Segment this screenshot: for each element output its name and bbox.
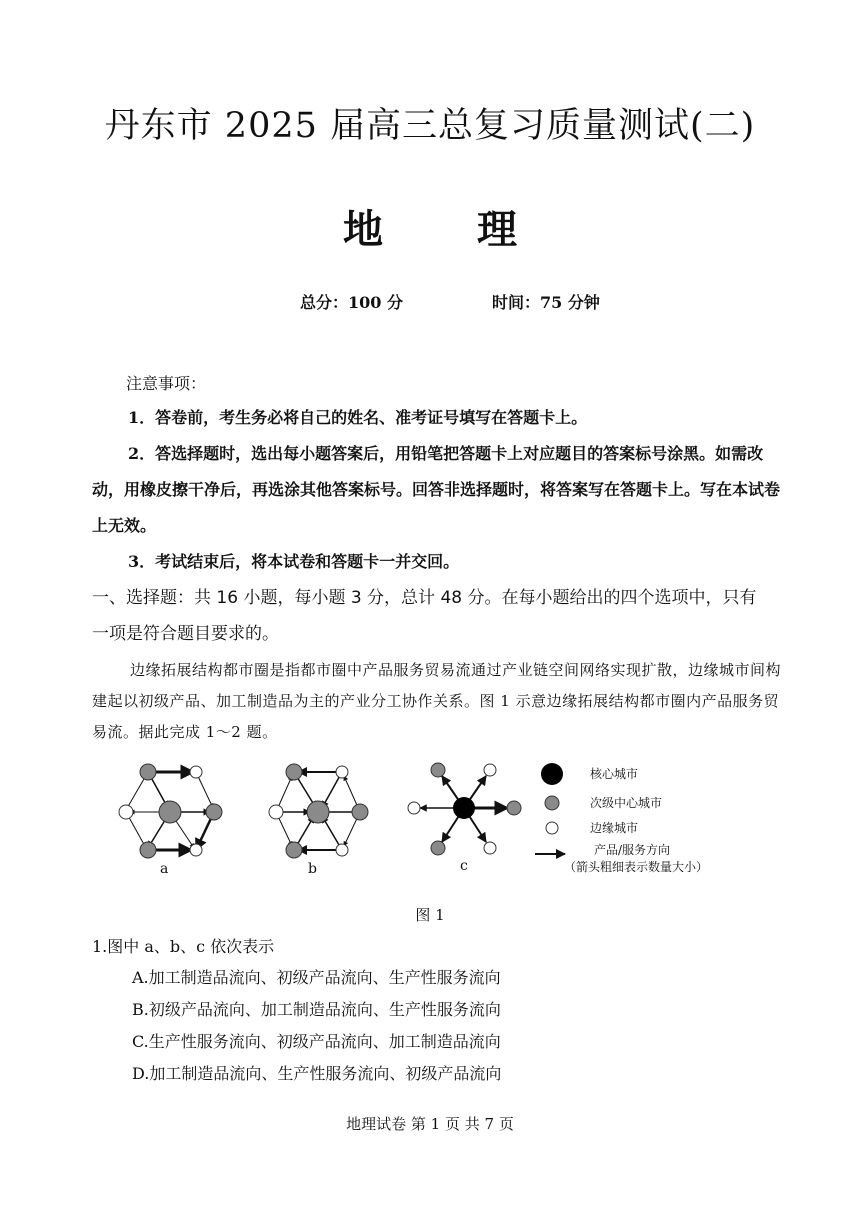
note-item-2: 2．答选择题时，选出每小题答案后，用铅笔把答题卡上对应题目的答案标号涂黑。如需改动，用橡皮擦干净后，再选涂其他答案标号。回答非选择题时，将答案写在答题卡上。写在本试卷上无效。 — [92, 444, 781, 535]
section-heading: 一、选择题：共 16 小题，每小题 3 分，总计 48 分。在每小题给出的四个选项中，只有一项是符合题目要求的。 — [92, 588, 757, 644]
legend-secondary-symbol — [545, 796, 559, 810]
node-edge — [336, 844, 348, 856]
node-core-gray — [159, 801, 181, 823]
node-edge — [484, 764, 496, 776]
passage-text: 边缘拓展结构都市圈是指都市圈中产品服务贸易流通过产业链空间网络实现扩散，边缘城市间构建起以初级产品、加工制造品为主的产业分工协作关系。图 1 示意边缘拓展结构都市圈内产品服务贸易流。据此完成 1～2 题。 — [92, 661, 782, 741]
legend-core-symbol — [541, 763, 563, 785]
figure-1 — [110, 758, 730, 888]
node-edge — [190, 844, 202, 856]
subject-title: 地 理 — [343, 207, 557, 253]
node-secondary — [286, 764, 302, 780]
node-secondary — [140, 764, 156, 780]
page-footer: 地理试卷 第 1 页 共 7 页 — [346, 1115, 514, 1133]
panel-a-network — [119, 764, 222, 877]
node-core-gray — [307, 801, 329, 823]
node-secondary — [206, 804, 222, 820]
figure-legend — [535, 763, 708, 874]
figure-caption: 图 1 — [415, 906, 445, 924]
node-secondary — [286, 842, 302, 858]
total-score: 总分：100 分 — [300, 293, 403, 312]
legend-core-label: 核心城市 — [590, 767, 639, 781]
panel-label-c: c — [460, 858, 468, 874]
node-edge — [408, 802, 420, 814]
note-item-3: 3．考试结束后，将本试卷和答题卡一并交回。 — [128, 552, 460, 571]
panel-label-b: b — [308, 861, 317, 877]
option-a: A.加工制造品流向、初级产品流向、生产性服务流向 — [132, 968, 501, 987]
exam-title: 丹东市 2025 届高三总复习质量测试(二) — [104, 106, 756, 146]
node-secondary — [431, 841, 445, 855]
node-secondary — [140, 842, 156, 858]
node-secondary — [507, 801, 521, 815]
legend-edge-label: 边缘城市 — [590, 821, 639, 835]
option-c: C.生产性服务流向、初级产品流向、加工制造品流向 — [132, 1032, 501, 1051]
option-d: D.加工制造品流向、生产性服务流向、初级产品流向 — [132, 1064, 502, 1083]
option-b: B.初级产品流向、加工制造品流向、生产性服务流向 — [132, 1000, 501, 1019]
exam-time: 时间：75 分钟 — [492, 293, 600, 312]
node-edge — [190, 766, 202, 778]
panel-b-network — [269, 764, 368, 877]
node-secondary — [352, 804, 368, 820]
legend-edge-symbol — [546, 822, 558, 834]
legend-secondary-label: 次级中心城市 — [590, 796, 663, 810]
node-secondary — [431, 763, 445, 777]
legend-arrow-note: （箭头粗细表示数量大小） — [564, 860, 709, 874]
node-edge — [336, 766, 348, 778]
panel-label-a: a — [160, 861, 169, 877]
notes-heading: 注意事项： — [126, 374, 207, 393]
node-edge — [119, 805, 133, 819]
node-edge — [269, 805, 283, 819]
node-core — [453, 797, 475, 819]
panel-c-network — [408, 763, 521, 874]
legend-arrow-label: 产品/服务方向 — [594, 843, 671, 857]
question-1-stem: 1.图中 a、b、c 依次表示 — [92, 937, 275, 956]
note-item-1: 1．答卷前，考生务必将自己的姓名、准考证号填写在答题卡上。 — [128, 408, 588, 427]
node-edge — [484, 842, 496, 854]
flow-diagram — [110, 758, 730, 888]
